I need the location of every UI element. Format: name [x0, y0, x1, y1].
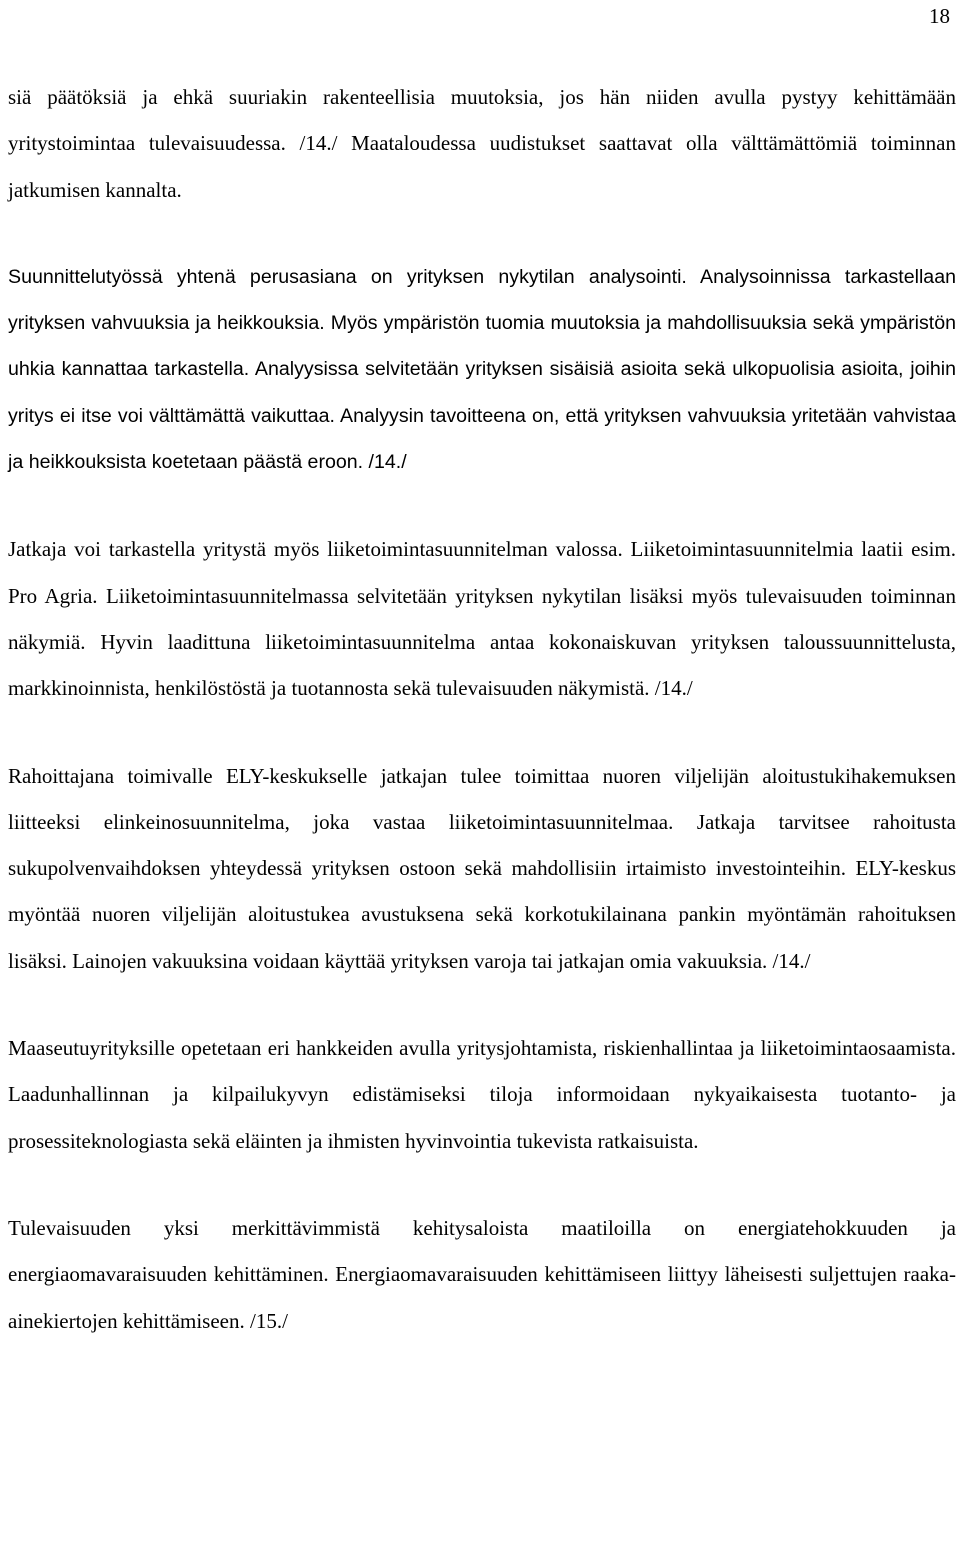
paragraph-spacer: [8, 984, 956, 1025]
paragraph-1: siä päätöksiä ja ehkä suuriakin rakenteellisia muutoksia, jos hän niiden avulla pystyy kehittämään yritystoimintaa tulevaisuudessa. /14./ Maataloudessa uudistukset saattavat olla välttämättömiä toiminnan jatkumisen kannalta.: [8, 85, 956, 202]
document-body: [8, 74, 956, 1344]
paragraph-spacer: [8, 1164, 956, 1205]
paragraph-3: Jatkaja voi tarkastella yritystä myös liiketoimintasuunnitelman valossa. Liiketoimintasuunnitelmia laatii esim. Pro Agria. Liiketoimintasuunnitelmassa selvitetään yrityksen nykytilan lisäksi myös tulevaisuuden toiminnan näkymiä. Hyvin laadittuna liiketoimintasuunnitelma antaa kokonaiskuvan yrityksen taloussuunnittelusta, markkinoinnista, henkilöstöstä ja tuotannosta sekä tulevaisuuden näkymistä. /14./: [8, 537, 956, 701]
page-number: 18: [929, 4, 950, 28]
paragraph-4: Rahoittajana toimivalle ELY-keskukselle jatkajan tulee toimittaa nuoren viljelijän aloitustukihakemuksen liitteeksi elinkeinosuunnitelma, joka vastaa liiketoimintasuunnitelmaa. Jatkaja tarvitsee rahoitusta sukupolvenvaihdoksen yhteydessä yrityksen ostoon sekä mahdollisiin irtaimisto investointeihin. ELY-keskus myöntää nuoren viljelijän aloitustukea avustuksena sekä korkotukilainana pankin myöntämän rahoituksen lisäksi. Lainojen vakuuksina voidaan käyttää yrityksen varoja tai jatkajan omia vakuuksia. /14./: [8, 763, 956, 973]
paragraph-spacer: [8, 213, 956, 254]
paragraph-6: Tulevaisuuden yksi merkittävimmistä kehitysaloista maatiloilla on energiatehokkuuden ja energiaomavaraisuuden kehittäminen. Energiaomavaraisuuden kehittämiseen liittyy läheisesti suljettujen raaka-ainekiertojen kehittämiseen. /15./: [8, 1215, 956, 1333]
paragraph-spacer: [8, 485, 956, 526]
paragraph-5: Maaseutuyrityksille opetetaan eri hankkeiden avulla yritysjohtamista, riskienhallintaa ja liiketoimintaosaamista. Laadunhallinnan ja kilpailukyvyn edistämiseksi tiloja informoidaan nykyaikaisesta tuotanto- ja prosessiteknologiasta sekä eläinten ja ihmisten hyvinvointia tukevista ratkaisuista.: [8, 1036, 956, 1153]
paragraph-2: Suunnittelutyössä yhtenä perusasiana on yrityksen nykytilan analysointi. Analysoinnissa tarkastellaan yrityksen vahvuuksia ja heikkouksia. Myös ympäristön tuomia muutoksia ja mahdollisuuksia sekä ympäristön uhkia kannattaa tarkastella. Analyysissa selvitetään yrityksen sisäisiä asioita sekä ulkopuolisia asioita, joihin yritys ei itse voi välttämättä vaikuttaa. Analyysin tavoitteena on, että yrityksen vahvuuksia yritetään vahvistaa ja heikkouksista koetetaan päästä eroon. /14./: [8, 265, 956, 474]
paragraph-spacer: [8, 712, 956, 753]
